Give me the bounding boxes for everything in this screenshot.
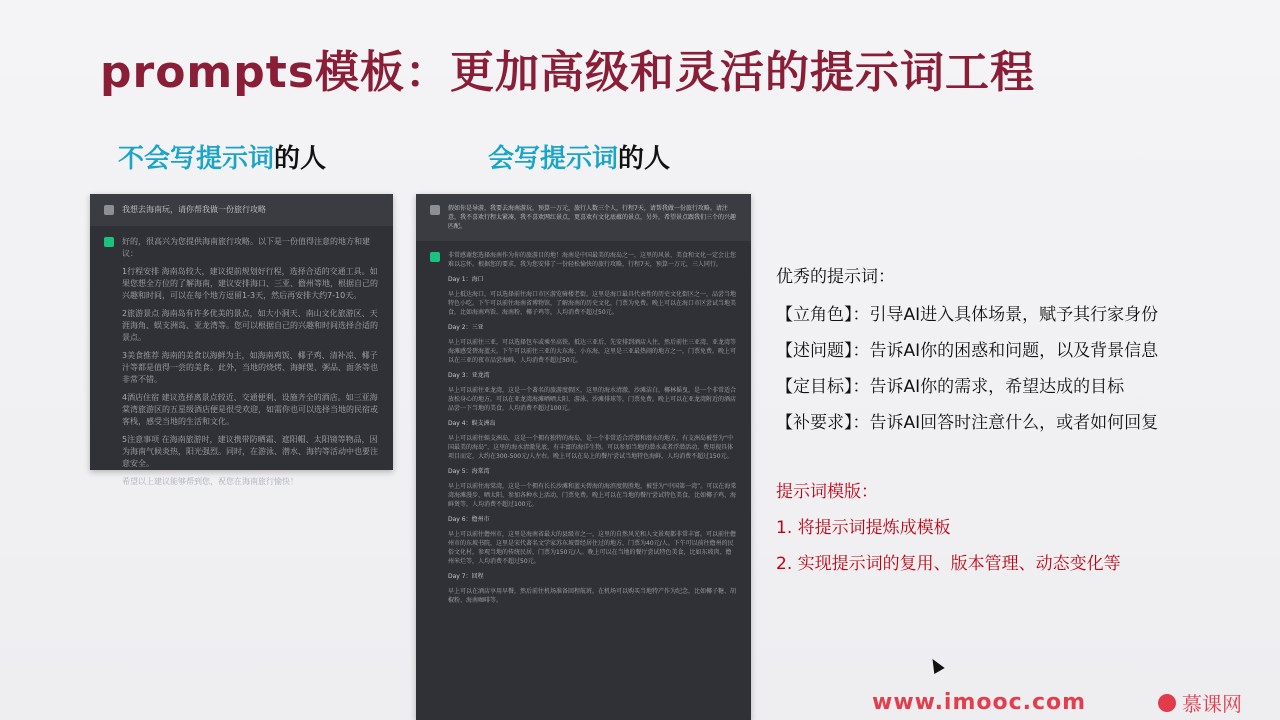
footer-brand [1158,688,1242,717]
tip-key: 【述问题】 [776,341,853,361]
day-label: Day 3：亚龙湾 [448,372,490,379]
left-column-heading [118,138,326,175]
tip-sep: ： [852,413,870,433]
left-answer-intro: 好的，很高兴为您提供海南旅行攻略。以下是一份值得注意的地方和建议： [122,237,370,258]
slide-title: prompts模板：更加高级和灵活的提示词工程 [100,47,1035,98]
right-heading-rest: 的人 [618,144,671,174]
template-item: 2. 实现提示词的复用、版本管理、动态变化等 [776,554,1121,574]
day-text: 早上可以前往蜈支洲岛，这是一个拥有独特的海岛，是一个非常适合浮潜和潜水的地方，有支洲岛被誉为“中国最美的海岛”，这里的海水清澈见底，有丰富的海洋生物。可以参加当地的潜水或者浮潜活动，费用视具体项目而定，大约在300-500元/人左右。晚上可以在岛上的餐厅尝试当地特色海鲜，人均消费不超过150元。 [448,435,734,460]
left-answer-item: 3美食推荐 海南的美食以海鲜为主，如海南鸡饭、椰子鸡、清补凉、椰子汁等都是值得一尝的美食。此外，当地的烧烤、海鲜煲、粥品、面条等也非常不错。 [122,351,378,384]
template-item: 1. 将提示词提炼成模板 [776,518,951,538]
tip-row [776,333,1158,369]
right-answer-intro: 非常感谢您选择海南作为你的旅游目的地！海南是中国最美的海岛之一，这里的风景、美食和文化一定会让您难以忘怀。根据您的要求，我为您安排了一份轻松愉快的旅行攻略，行程7天，预算一万元，三人同行。 [448,252,737,268]
right-heading-highlight: 会写提示词 [488,144,619,174]
day-text: 早上可以在酒店享用早餐，然后前往机场准备回程航班。在机场可以购买当地特产作为纪念，比如椰子糖、胡椒粉、海南咖啡等。 [448,588,737,604]
tip-key: 【立角色】 [776,305,853,325]
tip-row [776,369,1158,405]
day-text: 早上可以前往海棠湾，这是一个拥有长长沙滩和蓝天碧海的海滨度假胜地，被誉为“中国第一湾”。可以在海棠湾海滩漫步、晒太阳，参加各种水上活动，门票免费。晚上可以在当地的餐厅尝试特色美食，比如椰子鸡、海鲜煲等，人均消费不超过100元。 [448,483,737,508]
left-answer-closing: 希望以上建议能够帮到您，祝您在海南旅行愉快！ [122,477,298,486]
assistant-avatar-icon [430,252,440,262]
tip-desc: 引导AI进入具体场景，赋予其行家身份 [869,305,1159,325]
template-subtitle: 提示词模版： [776,482,878,502]
right-chat-screenshot [416,194,751,720]
user-avatar-icon [104,205,114,215]
left-answer-item: 5注意事项 在海南旅游时，建议携带防晒霜、遮阳帽、太阳镜等物品，因为海南气候炎热，阳光强烈。同时，在游泳、潜水、海钓等活动中也要注意安全。 [122,435,378,468]
day-text: 早上可以前往儋州市，这里是海南省最大的县级市之一，这里的自然风光和人文景观都非常丰富。可以前往儋州市的东坡书院，这里是宋代著名文学家苏东坡曾经居住过的地方，门票为40元/人。下午可以前往儋州的民俗文化村，参观当地的传统民居，门票为150元/人。晚上可以在当地的餐厅尝试特色美食，比如东坡肉、儋州米烂等，人均消费不超过50元。 [448,531,737,565]
day-text: 早上抵达海口，可以选择前往海口市区游览骑楼老街，这里是海口最具代表性的历史文化街区之一，品尝当地特色小吃。下午可以前往海南省博物馆，了解海南的历史文化，门票为免费。晚上可以在海口市区尝试当地美食，比如海南鸡饭、海南粉、椰子鸡等，人均消费不超过50元。 [448,291,737,316]
tip-desc: 告诉AI你的需求，希望达成的目标 [869,377,1125,397]
left-answer-item: 4酒店住宿 建议选择离景点较近、交通便利、设施齐全的酒店。如三亚海棠湾旅游区的五星级酒店便是很受欢迎，如需你也可以选择当地的民宿或客栈，感受当地的生活和文化。 [122,393,378,426]
tip-desc: 告诉AI你的困惑和问题，以及背景信息 [869,341,1159,361]
right-user-message [416,194,751,241]
day-text: 早上可以前往三亚，可以选择包车或乘坐高铁。抵达三亚后，先安排到酒店入住，然后前往三亚湾、亚龙湾等海滩感受碧海蓝天。下午可以前往三亚的大东海、小东海，这里是三亚最热闹的地方之一，门票免费。晚上可以在三亚的夜市品尝海鲜，人均消费不超过50元。 [448,339,737,364]
day-label: Day 7：回程 [448,573,484,580]
day-label: Day 1：海口 [448,276,484,283]
user-avatar-icon [430,205,440,215]
tip-sep: ： [852,377,870,397]
day-label: Day 5：海棠湾 [448,468,490,475]
tip-key: 【定目标】 [776,377,853,397]
day-label: Day 4：蜈支洲岛 [448,420,496,427]
left-question-text: 我想去海南玩，请你帮我做一份旅行攻略 [122,205,266,214]
tip-desc: 告诉AI回答时注意什么，或者如何回复 [869,413,1159,433]
day-label: Day 2：三亚 [448,324,484,331]
right-assistant-message [416,241,751,621]
brand-name: 慕课网 [1182,692,1242,716]
day-label: Day 6：儋州市 [448,516,490,523]
flame-logo-icon [1158,694,1176,712]
left-chat-screenshot [90,194,393,486]
left-heading-rest: 的人 [274,144,327,174]
tips-panel [776,262,1158,441]
day-text: 早上可以前往亚龙湾，这是一个著名的旅游度假区，这里的海水清澈，沙滩洁白，椰林摇曳，是一个非常适合放松身心的地方。可以在亚龙湾海滩晒晒太阳、游泳、沙滩排球等，门票免费。晚上可以在亚龙湾附近的酒店品尝一下当地的美食，人均消费不超过100元。 [448,387,737,412]
template-panel [776,474,1121,582]
footer-url[interactable]: www.imooc.com [872,690,1087,715]
tip-key: 【补要求】 [776,413,853,433]
right-question-text: 假如你是导游，我要去海南游玩，预算一万元，旅行人数三个人，行程7天，请帮我做一份旅行攻略。请注意，我不喜欢行程太紧凑，我不喜欢网红景点，更喜欢有文化底蕴的景点，另外，希望景点跟我们三个的兴趣匹配。 [448,205,737,230]
left-assistant-message [90,226,393,504]
left-user-message [90,194,393,226]
assistant-avatar-icon [104,237,114,247]
left-heading-highlight: 不会写提示词 [118,144,275,174]
right-column-heading [488,138,670,175]
left-answer-item: 2旅游景点 海南岛有许多优美的景点，如大小洞天、南山文化旅游区、天涯海角、蜈支洲岛、亚龙湾等。您可以根据自己的兴趣和时间选择合适的景点。 [122,309,378,342]
tip-row [776,405,1158,441]
mouse-cursor-icon [927,656,944,674]
tips-subtitle: 优秀的提示词： [776,267,895,287]
tip-row [776,297,1158,333]
tip-sep: ： [852,341,870,361]
tip-sep: ： [852,305,870,325]
watermark-logo [1090,28,1260,68]
left-answer-item: 1行程安排 海南岛较大，建议提前规划好行程，选择合适的交通工具。如果您想全方位的了解海南，建议安排海口、三亚、儋州等地，根据自己的兴趣和时间，可以在每个地方逗留1-3天，然后再安排大约7-10天。 [122,267,378,300]
